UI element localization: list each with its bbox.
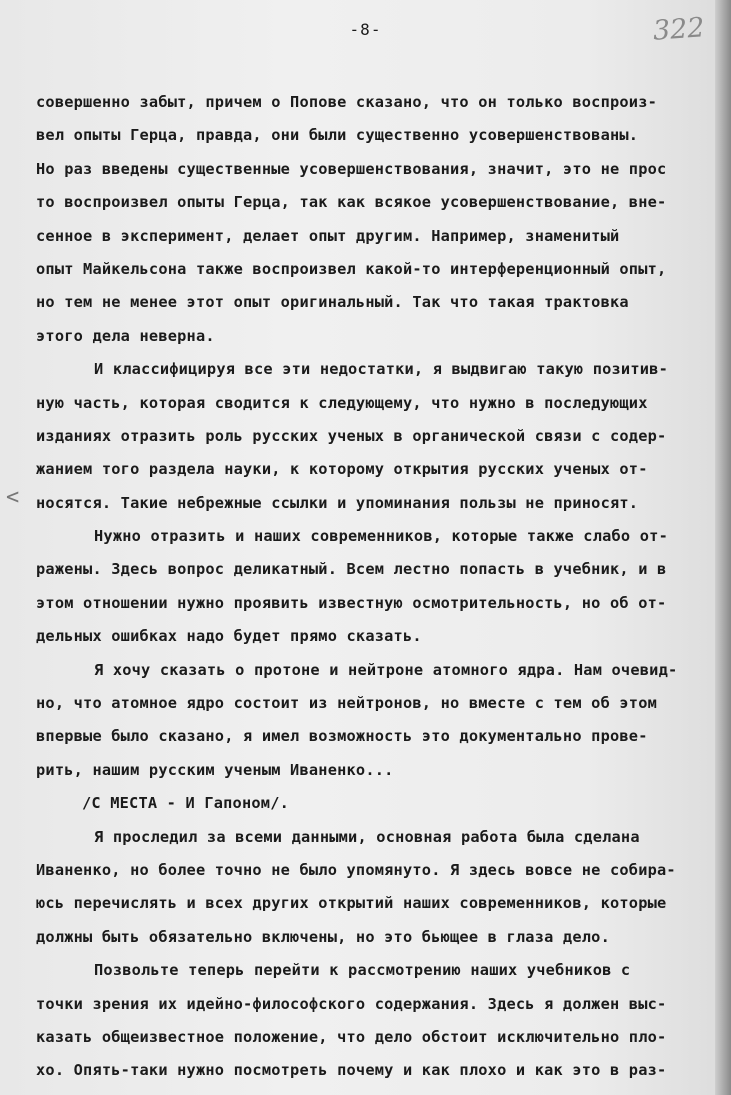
text-line: Иваненко, но более точно не было упомянуто. Я здесь вовсе не собира- [36, 860, 676, 879]
page-number: -8- [349, 20, 382, 39]
text-line: вел опыты Герца, правда, они были существенно усовершенствованы. [36, 126, 639, 145]
paragraph-start-line: Позвольте теперь перейти к рассмотрению наших учебников с [94, 961, 631, 980]
paragraph-start-line: Я хочу сказать о протоне и нейтроне атомного ядра. Нам очевид- [94, 660, 678, 679]
text-line: должны быть обязательно включены, но это бьющее в глаза дело. [36, 927, 610, 946]
text-line: но, что атомное ядро состоит из нейтронов, но вместе с тем об этом [36, 694, 658, 713]
text-line: опыт Майкельсона также воспроизвел какой-то интерференционный опыт, [36, 259, 667, 278]
text-line: впервые было сказано, я имел возможность это документально прове- [36, 727, 648, 746]
text-line: то воспроизвел опыты Герца, так как всякое усовершенствование, вне- [36, 193, 667, 212]
text-line: этого дела неверна. [36, 326, 215, 345]
text-line: совершенно забыт, причем о Попове сказано, что он только воспроиз- [36, 93, 658, 111]
text-line: казать общеизвестное положение, что дело обстоит исключительно пло- [36, 1027, 667, 1046]
margin-pencil-mark: < [6, 485, 20, 510]
paragraph-start-line: Нужно отразить и наших современников, которые также слабо от- [94, 527, 668, 546]
page-edge-shadow [715, 0, 731, 1095]
text-line: носятся. Такие небрежные ссылки и упоминания пользы не приносят. [36, 493, 639, 512]
text-line: ражены. Здесь вопрос деликатный. Всем лестно попасть в учебник, и в [36, 560, 667, 579]
archive-folio-number: 322 [652, 12, 707, 47]
text-line: изданиях отразить роль русских ученых в органической связи с содер- [36, 426, 667, 445]
paragraph-start-line: Я проследил за всеми данными, основная работа была сделана [94, 827, 640, 846]
text-line: жанием того раздела науки, к которому открытия русских ученых от- [36, 460, 648, 479]
text-line: хо. Опять-таки нужно посмотреть почему и как плохо и как это в раз- [36, 1061, 667, 1080]
interjection-line: /С МЕСТА - И Гапоном/. [82, 794, 290, 813]
text-line: этом отношении нужно проявить известную осмотрительность, но об от- [36, 593, 667, 612]
text-line: сенное в эксперимент, делает опыт другим. Например, знаменитый [36, 226, 620, 245]
text-line: но тем не менее этот опыт оригинальный. Так что такая трактовка [36, 293, 629, 312]
text-line: рить, нашим русским ученым Иваненко... [36, 760, 394, 779]
text-line: ную часть, которая сводится к следующему, что нужно в последующих [36, 393, 648, 412]
paragraph-start-line: И классифицируя все эти недостатки, я выдвигаю такую позитив- [94, 360, 668, 379]
text-line: точки зрения их идейно-философского содержания. Здесь я должен выс- [36, 994, 667, 1013]
text-line: Но раз введены существенные усовершенствования, значит, это не прос [36, 159, 667, 178]
text-line: юсь перечислять и всех других открытий наших современников, которые [36, 894, 667, 913]
body-text [36, 86, 716, 1088]
text-line: дельных ошибках надо будет прямо сказать. [36, 627, 422, 646]
